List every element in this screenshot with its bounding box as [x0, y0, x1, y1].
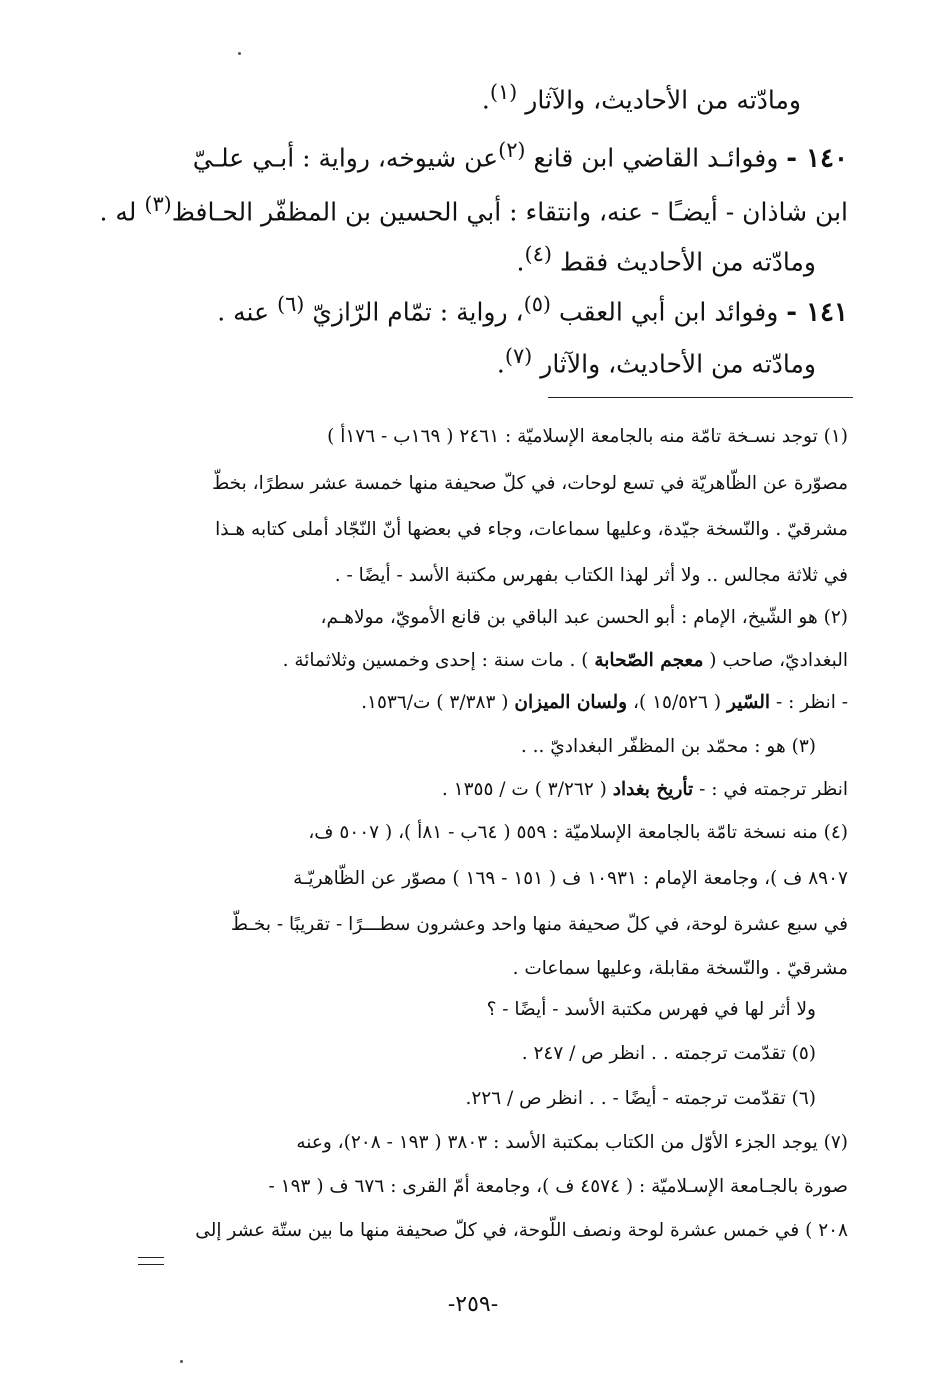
footnote-4-line-3: في سبع عشرة لوحة، في كلّ صحيفة منها واحد وعشرون سطـــرًا - تقريبًا - بخـطّ: [230, 914, 848, 935]
footnote-4-line-1: (٤) منه نسخة تامّة بالجامعة الإسلاميّة : ٥٥٩ ( ٦٤ب - ٨١أ )، ( ٥٠٠٧ ف،: [308, 822, 848, 843]
main-text: ابن شاذان - أيضـًا - عنه، وانتقاء : أبي الحسين بن المظفّر الحـافظ: [171, 197, 848, 227]
footnote-7-line-2: صورة بالجـامعة الإسـلاميّة : ( ٤٥٧٤ ف )، وجامعة أمّ القرى : ٦٧٦ ف ( ١٩٣ -: [268, 1176, 848, 1197]
main-text: ومادّته من الأحاديث، والآثار: [525, 85, 801, 115]
entry-number-141: ١٤١ -: [786, 297, 848, 328]
main-text: ومادّته من الأحاديث فقط: [551, 247, 816, 277]
footnote-7-line-3: ٢٠٨ ) في خمس عشرة لوحة ونصف اللّوحة، في كلّ صحيفة منها ما بين ستّة عشر إلى: [195, 1220, 848, 1241]
page-number: -٢٥٩-: [447, 1292, 499, 1317]
main-text: وفوائـد القاضي ابن قانع: [525, 143, 787, 173]
note-text: البغداديّ، صاحب (: [703, 650, 848, 671]
book-title: السّير: [726, 692, 771, 713]
note-text: ( ٣/٣٨٣ ) ت/١٥٣٦.: [361, 692, 515, 713]
main-text: له .: [99, 197, 145, 227]
footnote-6: (٦) تقدّمت ترجمته - أيضًا - . . انظر ص / ٢٢٦.: [465, 1088, 816, 1109]
main-text: .: [516, 247, 525, 277]
footnote-4-line-2: ٨٩٠٧ ف )، وجامعة الإمام : ١٠٩٣١ ف ( ١٥١ - ١٦٩ ) مصوّر عن الظّاهريّـة: [293, 868, 848, 889]
footnote-2-line-2: [283, 650, 848, 671]
footnote-ref-6: (٦): [276, 292, 305, 316]
footnote-7-line-1: (٧) يوجد الجزء الأوّل من الكتاب بمكتبة الأسد : ٣٨٠٣ ( ١٩٣ - ٢٠٨)، وعنه: [296, 1132, 848, 1153]
footnote-2-line-3: [361, 692, 848, 713]
footnote-5: (٥) تقدّمت ترجمته . . انظر ص / ٢٤٧ .: [521, 1043, 816, 1064]
book-title: تأريخ بغداد: [612, 779, 694, 800]
footnote-ref-3: (٣): [144, 192, 172, 216]
main-text: وفوائد ابن أبي العقب: [551, 297, 787, 327]
main-line-1: [482, 80, 801, 114]
footnote-ref-1: (١): [489, 80, 518, 104]
continuation-mark: [138, 1257, 164, 1265]
entry-141-line-1: [217, 292, 848, 327]
entry-number-140: ١٤٠ -: [786, 143, 848, 174]
note-text: ) . مات سنة : إحدى وخمسين وثلاثمائة .: [282, 650, 595, 671]
footnote-ref-7: (٧): [504, 344, 533, 368]
footnote-3-line-1: (٣) هو : محمّد بن المظفّر البغداديّ .. .: [520, 736, 816, 757]
note-text: انظر ترجمته في : -: [693, 779, 848, 800]
book-title: ولسان الميزان: [514, 692, 628, 713]
note-text: ( ١٥/٥٢٦ )،: [627, 692, 727, 713]
footnote-ref-2: (٢): [498, 138, 526, 162]
footnote-1-line-1: (١) توجد نسـخة تامّة منه بالجامعة الإسلاميّة : ٢٤٦١ ( ١٦٩ب - ١٧٦أ ): [327, 426, 848, 447]
main-text: .: [481, 85, 490, 115]
entry-141-line-2: [497, 344, 816, 378]
note-text: - انظر : -: [770, 692, 848, 713]
footnote-2-line-1: (٢) هو الشّيخ، الإمام : أبو الحسن عبد الباقي بن قانع الأمويّ، مولاهـم،: [320, 607, 848, 628]
main-text: ، رواية : تمّام الرّازيّ: [304, 297, 524, 327]
main-text: عن شيوخه، رواية : أبـي علـيّ: [192, 143, 499, 173]
footnote-3-line-2: [442, 779, 848, 800]
entry-140-line-2: [99, 192, 848, 226]
footnote-4-line-5: ولا أثر لها في فهرس مكتبة الأسد - أيضًا - ؟: [486, 999, 816, 1020]
footnote-1-line-4: في ثلاثة مجالس .. ولا أثر لهذا الكتاب بفهرس مكتبة الأسد - أيضًا - .: [334, 565, 848, 586]
footnote-1-line-3: مشرقيّ . والنّسخة جيّدة، وعليها سماعات، وجاء في بعضها أنّ النّجّاد أملى كتابه هـذا: [215, 519, 848, 540]
entry-140-line-1: [193, 138, 848, 173]
main-text: ومادّته من الأحاديث، والآثار: [532, 349, 816, 379]
book-title: معجم الصّحابة: [594, 650, 704, 671]
footnote-ref-5: (٥): [523, 292, 552, 316]
footnote-1-line-2: مصوّرة عن الظّاهريّة في تسع لوحات، في كلّ صحيفة منها خمسة عشر سطرًا، بخطّ: [212, 473, 848, 494]
scan-speck: [238, 52, 241, 55]
footnote-4-line-4: مشرقيّ . والنّسخة مقابلة، وعليها سماعات .: [512, 958, 848, 979]
main-text: .: [496, 349, 505, 379]
main-text: عنه .: [217, 297, 277, 327]
footnote-ref-4: (٤): [524, 242, 552, 266]
footnote-separator: [548, 397, 853, 398]
entry-140-line-3: [517, 242, 816, 276]
scan-speck: [180, 1360, 183, 1363]
note-text: ( ٣/٢٦٢ ) ت / ١٣٥٥ .: [441, 779, 613, 800]
